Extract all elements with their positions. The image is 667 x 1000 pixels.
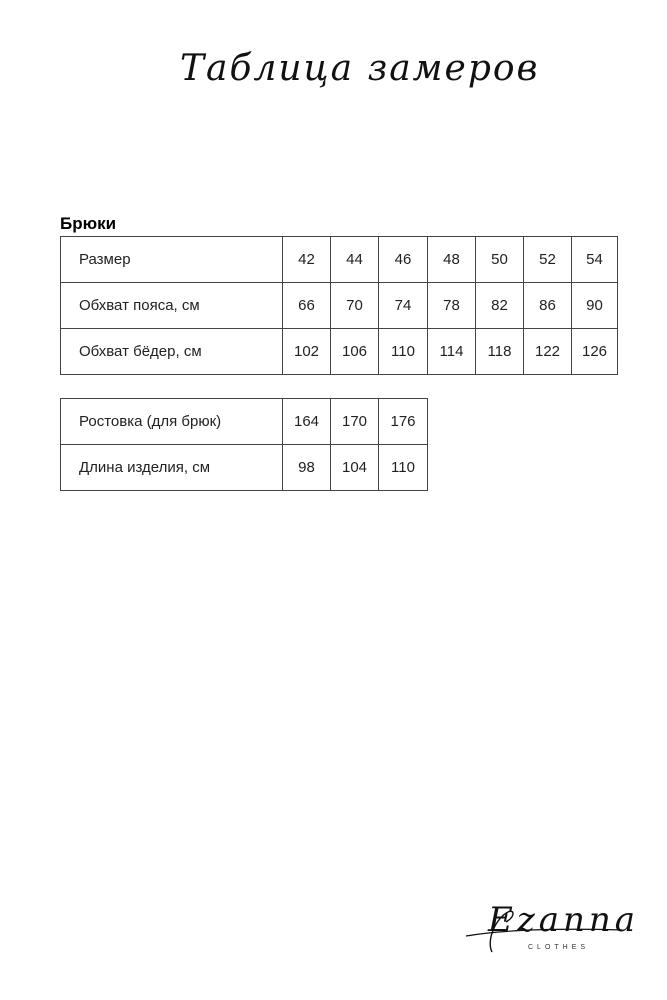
- page-title: Таблица замеров: [180, 48, 540, 89]
- table-cell: 110: [379, 329, 428, 375]
- row-label: Ростовка (для брюк): [61, 399, 283, 445]
- table-row: [61, 445, 428, 491]
- table-cell: 74: [379, 283, 428, 329]
- row-label: Длина изделия, см: [61, 445, 283, 491]
- table-cell: 176: [379, 399, 428, 445]
- table-cell: 90: [572, 283, 618, 329]
- table-cell: 118: [476, 329, 524, 375]
- row-label: Размер: [61, 237, 283, 283]
- table-cell: 164: [283, 399, 331, 445]
- table-cell: 82: [476, 283, 524, 329]
- row-label: Обхват бёдер, см: [61, 329, 283, 375]
- table-cell: 48: [428, 237, 476, 283]
- table-row: [61, 399, 428, 445]
- brand-logo: [462, 900, 640, 970]
- table-cell: 170: [331, 399, 379, 445]
- table-cell: 52: [524, 237, 572, 283]
- table-cell: 122: [524, 329, 572, 375]
- size-table: [60, 236, 618, 375]
- height-table: [60, 398, 428, 491]
- table-cell: 114: [428, 329, 476, 375]
- size-table-body: [61, 237, 618, 375]
- table-cell: 44: [331, 237, 379, 283]
- table-row: [61, 329, 618, 375]
- table-row: [61, 237, 618, 283]
- table-cell: 42: [283, 237, 331, 283]
- height-table-body: [61, 399, 428, 491]
- table-cell: 126: [572, 329, 618, 375]
- table-cell: 66: [283, 283, 331, 329]
- table-cell: 102: [283, 329, 331, 375]
- table-cell: 78: [428, 283, 476, 329]
- table-row: [61, 283, 618, 329]
- brand-subtitle: CLOTHES: [528, 944, 590, 951]
- table-cell: 46: [379, 237, 428, 283]
- section-title: Брюки: [60, 214, 117, 233]
- brand-name: Ezanna: [488, 900, 640, 940]
- table-cell: 110: [379, 445, 428, 491]
- table-cell: 86: [524, 283, 572, 329]
- table-cell: 98: [283, 445, 331, 491]
- table-cell: 70: [331, 283, 379, 329]
- table-cell: 50: [476, 237, 524, 283]
- table-cell: 106: [331, 329, 379, 375]
- table-cell: 54: [572, 237, 618, 283]
- row-label: Обхват пояса, см: [61, 283, 283, 329]
- table-cell: 104: [331, 445, 379, 491]
